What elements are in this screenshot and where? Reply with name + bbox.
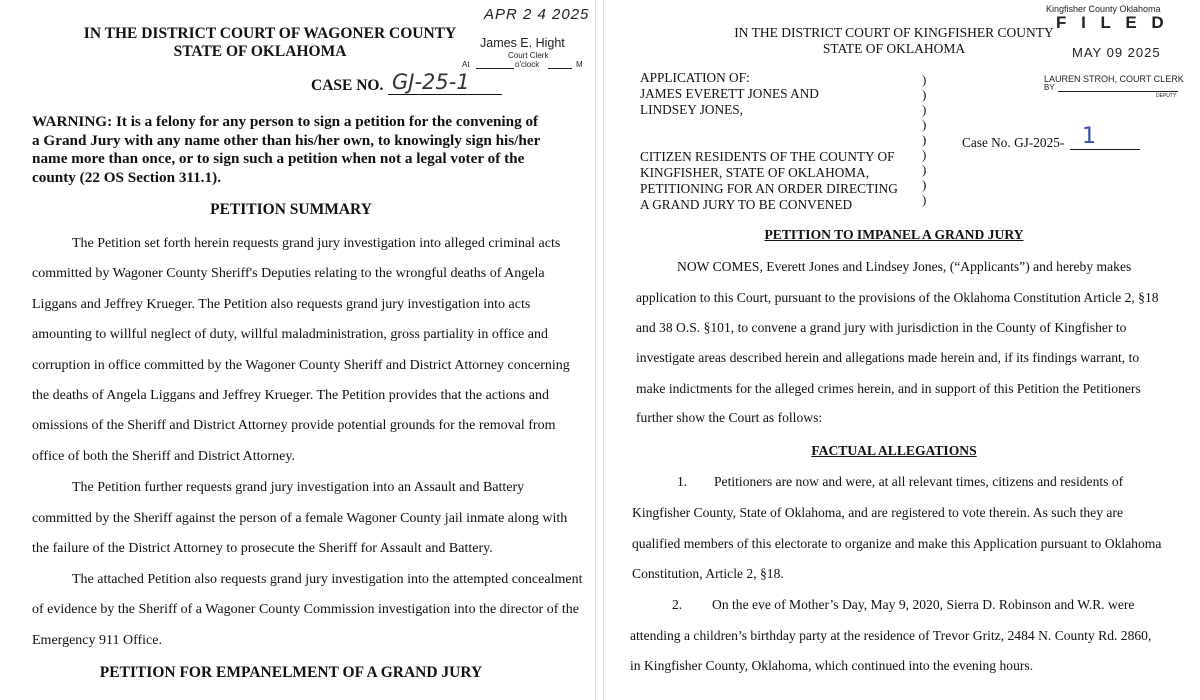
clerk-title: Court Clerk: [508, 51, 549, 60]
case-number-value: 1: [1082, 124, 1096, 149]
petition-summary-heading: PETITION SUMMARY: [210, 201, 372, 218]
stamp-by: BY: [1044, 83, 1055, 92]
caption-description: [640, 149, 898, 213]
state-title: STATE OF OKLAHOMA: [822, 41, 966, 56]
summary-line: omissions of the Sheriff and District Attorney provide potential grounds for the removal from: [32, 418, 556, 433]
summary-line: committed by the Sheriff against the person of a female Wagoner County jail inmate along with: [32, 511, 568, 526]
paren: ): [922, 102, 927, 117]
case-number-label: CASE NO.: [311, 77, 384, 94]
item-number: 1.: [677, 474, 688, 489]
clerk-oclock-line: [548, 68, 572, 69]
empanelment-heading: PETITION FOR EMPANELMENT OF A GRAND JURY: [99, 664, 483, 681]
caption-line: LINDSEY JONES,: [640, 102, 743, 117]
summary-line: corruption in office committed by the Wagoner County Sheriff and District Attorney concerning: [32, 358, 570, 373]
item-line: qualified members of this electorate to organize and make this Application pursuant to Oklahoma: [632, 536, 1162, 551]
clerk-at: At: [462, 60, 470, 69]
clerk-name: James E. Hight: [480, 36, 565, 50]
item-line: Kingfisher County, State of Oklahoma, and are registered to vote therein. As such they are: [632, 505, 1123, 520]
intro-line: further show the Court as follows:: [636, 410, 823, 425]
stamp-deputy: DEPUTY: [1156, 93, 1177, 99]
intro-line: investigate areas described herein and allegations made herein and, if its findings warrant, to: [636, 350, 1140, 365]
caption-line: KINGFISHER, STATE OF OKLAHOMA,: [640, 165, 870, 180]
clerk-m: M: [576, 60, 583, 69]
warning-line: county (22 OS Section 311.1).: [32, 168, 222, 186]
item-line: Petitioners are now and were, at all relevant times, citizens and residents of: [714, 474, 1124, 489]
state-title: STATE OF OKLAHOMA: [173, 43, 347, 60]
item-line: On the eve of Mother’s Day, May 9, 2020, Sierra D. Robinson and W.R. were: [712, 597, 1135, 612]
summary-line: the failure of the District Attorney to prosecute the Sheriff for Assault and Battery.: [32, 541, 493, 556]
case-number-line: [1070, 149, 1140, 150]
paren: ): [922, 162, 927, 177]
paren: ): [922, 87, 927, 102]
paren: ): [922, 132, 927, 147]
court-title: IN THE DISTRICT COURT OF KINGFISHER COUNTY: [734, 25, 1054, 40]
item-number: 2.: [672, 597, 683, 612]
stamp-filed-date: MAY 09 2025: [1072, 45, 1161, 60]
paren: ): [922, 147, 927, 162]
caption-line: A GRAND JURY TO BE CONVENED: [640, 197, 853, 212]
stamp-by-line: [1058, 91, 1178, 92]
clerk-at-line: [476, 68, 514, 69]
warning-line: WARNING: It is a felony for any person to sign a petition for the convening of: [32, 113, 539, 130]
summary-line: The Petition set forth herein requests grand jury investigation into alleged criminal acts: [72, 236, 561, 251]
wagoner-petition-page: [0, 0, 590, 700]
stamp-clerk: LAUREN STROH, COURT CLERK: [1044, 74, 1184, 84]
summary-line: amounting to willful neglect of duty, willful maladministration, gross partiality in office and: [32, 327, 548, 342]
page-divider: [595, 0, 604, 700]
intro-line: make indictments for the alleged crimes herein, and in support of this Petition the Petitioners: [636, 381, 1141, 396]
item-line: attending a children’s birthday party at the residence of Trevor Gritz, 2484 N. County Rd. 2860,: [630, 628, 1152, 643]
intro-line: application to this Court, pursuant to the provisions of the Oklahoma Constitution Article 2, §18: [636, 290, 1159, 305]
warning-line: a Grand Jury with any name other than his/her own, to knowingly sign his/her: [32, 131, 541, 149]
kingfisher-petition-page: [604, 0, 1200, 700]
summary-line: office of both the Sheriff and District Attorney.: [32, 449, 295, 464]
summary-line: The Petition further requests grand jury investigation into an Assault and Battery: [72, 480, 525, 495]
stamp-county: Kingfisher County Oklahoma: [1046, 4, 1161, 14]
caption-line: APPLICATION OF:: [640, 70, 750, 85]
caption-line: PETITIONING FOR AN ORDER DIRECTING: [640, 181, 898, 196]
clerk-oclock: o'clock: [515, 60, 540, 69]
summary-line: Liggans and Jeffrey Krueger. The Petition also requests grand jury investigation into acts: [32, 297, 531, 312]
case-number-label: Case No. GJ-2025-: [962, 135, 1065, 150]
item-line: Constitution, Article 2, §18.: [632, 566, 784, 581]
caption-line: CITIZEN RESIDENTS OF THE COUNTY OF: [640, 149, 895, 164]
paren: ): [922, 177, 927, 192]
summary-line: committed by Wagoner County Sheriff's Deputies relating to the wrongful deaths of Angela: [32, 266, 545, 281]
item-line: in Kingfisher County, Oklahoma, which continued into the evening hours.: [630, 658, 1034, 673]
intro-line: and 38 O.S. §101, to convene a grand jury with jurisdiction in the County of Kingfisher to: [636, 320, 1127, 335]
paren: ): [922, 192, 927, 207]
caption-line: JAMES EVERETT JONES AND: [640, 86, 819, 101]
caption-applicants: [640, 70, 819, 118]
summary-line: the deaths of Angela Liggans and Jeffrey Krueger. The Petition provides that the actions and: [32, 388, 549, 403]
stamp-filed: F I L E D: [1056, 13, 1169, 32]
case-number-value: GJ-25-1: [392, 70, 470, 94]
factual-allegations-heading: FACTUAL ALLEGATIONS: [811, 443, 977, 458]
petition-heading: PETITION TO IMPANEL A GRAND JURY: [764, 227, 1024, 242]
received-date-stamp: APR 2 4 2025: [484, 6, 590, 23]
summary-line: Emergency 911 Office.: [32, 633, 162, 648]
paren: ): [922, 117, 927, 132]
summary-line: The attached Petition also requests grand jury investigation into the attempted concealment: [72, 572, 583, 587]
intro-line: NOW COMES, Everett Jones and Lindsey Jones, (“Applicants”) and hereby makes: [677, 259, 1132, 274]
case-number-line: [388, 94, 502, 95]
paren: ): [922, 72, 927, 87]
warning-line: name more than once, or to sign such a petition when not a legal voter of the: [32, 150, 525, 167]
felony-warning: [32, 113, 540, 187]
summary-line: of evidence by the Sheriff of a Wagoner County Commission investigation into the director of the: [32, 602, 579, 617]
court-title: IN THE DISTRICT COURT OF WAGONER COUNTY: [83, 25, 457, 42]
